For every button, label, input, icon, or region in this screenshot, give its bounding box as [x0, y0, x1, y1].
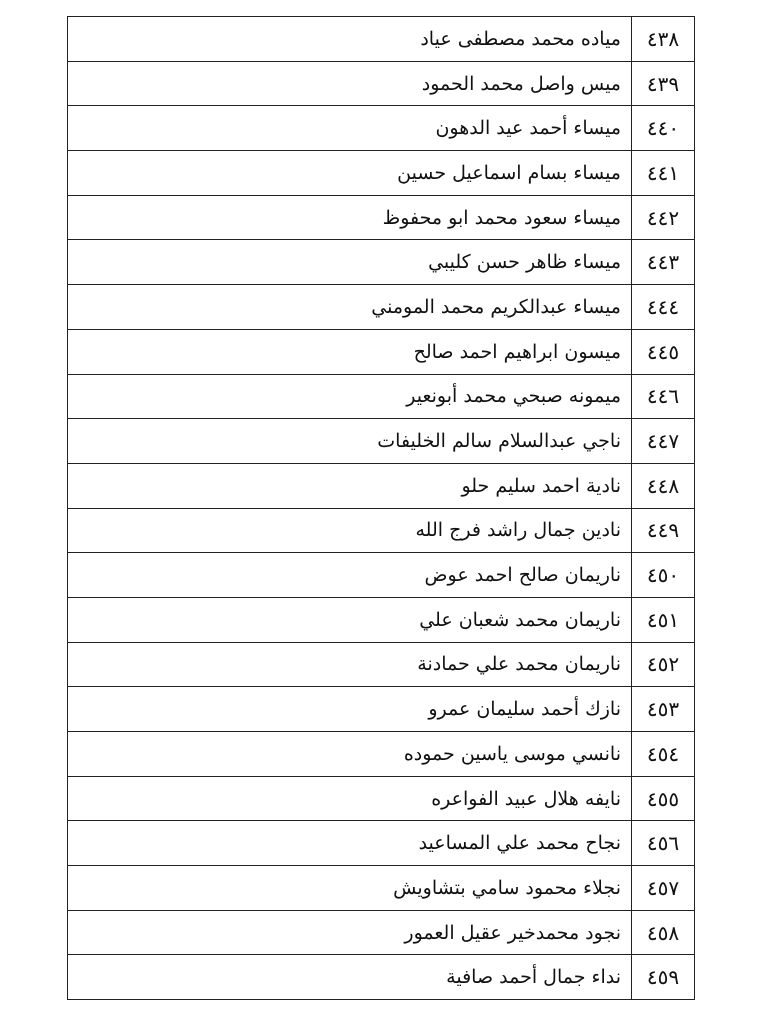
table-row — [68, 553, 694, 598]
row-number: ٤٥٢ — [631, 643, 694, 687]
table-row — [68, 821, 694, 866]
table-row — [68, 911, 694, 956]
row-number: ٤٥٩ — [631, 955, 694, 999]
row-name: مياده محمد مصطفى عياد — [420, 27, 621, 50]
table-row — [68, 17, 694, 62]
row-name: ميسون ابراهيم احمد صالح — [413, 340, 621, 363]
row-name: ميساء سعود محمد ابو محفوظ — [382, 206, 621, 229]
table-row — [68, 687, 694, 732]
row-name: نجلاء محمود سامي بتشاويش — [393, 876, 621, 899]
row-name: نازك أحمد سليمان عمرو — [428, 698, 621, 721]
row-number: ٤٥١ — [631, 598, 694, 642]
row-number: ٤٥٧ — [631, 866, 694, 910]
row-number: ٤٤٧ — [631, 419, 694, 463]
table-row — [68, 955, 694, 1000]
table-row — [68, 240, 694, 285]
row-number: ٤٣٩ — [631, 62, 694, 106]
row-number: ٤٤٦ — [631, 375, 694, 419]
row-name: ميساء عبدالكريم محمد المومني — [371, 295, 621, 318]
table-row — [68, 330, 694, 375]
row-number: ٤٥٠ — [631, 553, 694, 597]
names-table — [67, 16, 695, 1000]
table-row — [68, 643, 694, 688]
table-row — [68, 777, 694, 822]
row-name: نجود محمدخير عقيل العمور — [404, 921, 621, 944]
row-name: ناريمان محمد علي حمادنة — [417, 653, 621, 676]
row-name: نادين جمال راشد فرج الله — [415, 519, 621, 542]
row-number: ٤٤٠ — [631, 106, 694, 150]
row-name: ميساء أحمد عيد الدهون — [435, 117, 621, 140]
row-number: ٤٤٣ — [631, 240, 694, 284]
table-row — [68, 866, 694, 911]
table-row — [68, 285, 694, 330]
row-name: نايفه هلال عبيد الفواعره — [431, 787, 621, 810]
row-number: ٤٥٤ — [631, 732, 694, 776]
table-row — [68, 419, 694, 464]
row-number: ٤٤٢ — [631, 196, 694, 240]
row-number: ٤٤٥ — [631, 330, 694, 374]
row-number: ٤٥٣ — [631, 687, 694, 731]
row-number: ٤٥٨ — [631, 911, 694, 955]
row-name: نانسي موسى ياسين حموده — [403, 742, 621, 765]
table-row — [68, 62, 694, 107]
table-row — [68, 464, 694, 509]
table-row — [68, 151, 694, 196]
row-name: ميمونه صبحي محمد أبونعير — [406, 385, 621, 408]
table-row — [68, 375, 694, 420]
row-name: نجاح محمد علي المساعيد — [418, 832, 621, 855]
table-row — [68, 106, 694, 151]
row-name: نداء جمال أحمد صافية — [446, 966, 621, 989]
row-name: ناجي عبدالسلام سالم الخليفات — [377, 430, 621, 453]
row-name: ميس واصل محمد الحمود — [421, 72, 621, 95]
row-name: ناريمان محمد شعبان علي — [419, 608, 621, 631]
row-number: ٤٣٨ — [631, 17, 694, 61]
table-row — [68, 732, 694, 777]
row-number: ٤٤٨ — [631, 464, 694, 508]
row-name: ناريمان صالح احمد عوض — [424, 564, 621, 587]
row-number: ٤٥٥ — [631, 777, 694, 821]
row-name: نادية احمد سليم حلو — [461, 474, 621, 497]
row-number: ٤٤٤ — [631, 285, 694, 329]
row-number: ٤٥٦ — [631, 821, 694, 865]
row-name: ميساء ظاهر حسن كليبي — [428, 251, 621, 274]
row-number: ٤٤١ — [631, 151, 694, 195]
table-row — [68, 598, 694, 643]
row-number: ٤٤٩ — [631, 509, 694, 553]
row-name: ميساء بسام اسماعيل حسين — [397, 161, 621, 184]
table-row — [68, 196, 694, 241]
table-row — [68, 509, 694, 554]
